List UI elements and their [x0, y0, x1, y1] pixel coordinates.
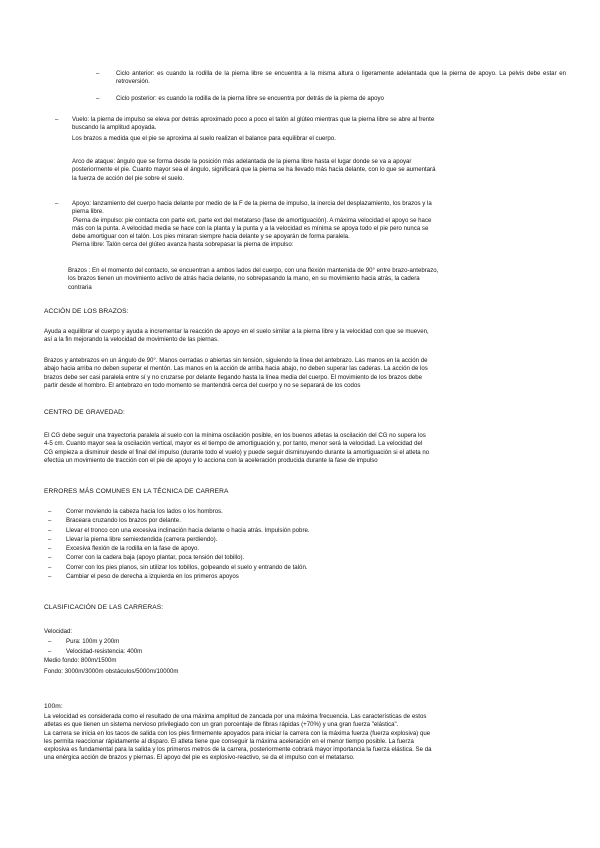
brazos-line: contraria — [68, 283, 92, 291]
list-item — [44, 573, 564, 582]
accion-line: partir desde el hombro. El antebrazo en todo momento se mantendrá cerca del cuerpo y no se separará de los codos — [44, 381, 361, 389]
cien-line: La carrera se inicia en los tacos de salida con los pies firmemente apoyados para iniciar la carrera con la máxima fuerza (fuerza explosiva) que — [44, 729, 431, 737]
cien-heading: 100m: — [44, 703, 63, 710]
list-item-text: Ciclo anterior: es cuando la rodilla de la pierna libre se encuentra a la misma altura o ligeramente adelantada que la pierna de apoyo. La pelvis debe estar en retroversión. — [116, 70, 566, 86]
list-item — [96, 95, 566, 104]
list-item-text: Velocidad-resistencia: 400m — [66, 648, 143, 656]
list-item-text: Llevar el tronco con una excesiva inclinación hacia delante o hacia atrás. Impulsión pobre. — [66, 526, 310, 534]
dash-bullet: – — [55, 200, 59, 207]
list-item — [44, 554, 564, 563]
list-item — [44, 648, 444, 657]
dash-bullet: – — [48, 638, 52, 646]
accion-paragraph-1 — [44, 328, 564, 345]
apoyo-line: más con la punta. A velocidad media se hace con la planta y la punta y a la velocidad es mínima se apoya todo el pie pero nunca se — [72, 224, 429, 232]
velocidad-label: Velocidad: — [44, 628, 73, 635]
centro-paragraph — [44, 432, 564, 465]
list-item-text: Correr con los pies planos, sin utilizar los tobillos, golpeando el suelo y entrando de talón. — [66, 563, 308, 571]
apoyo-line: Apoyo: lanzamiento del cuerpo hacia delante por medio de la F de la pierna de impulso, la inercia del desplazamiento, los brazos y la — [72, 200, 432, 207]
accion-line: Brazos y antebrazos en un ángulo de 90°. Manos cerradas o abiertas sin tensión, siguiendo la línea del antebrazo. Las manos en la acción de — [44, 357, 428, 364]
arco-section — [72, 158, 572, 183]
centro-heading: CENTRO DE GRAVEDAD: — [44, 409, 125, 416]
fondo-line: Fondo: 3000m/3000m obstáculos/5000m/10000m — [44, 667, 179, 675]
arco-line: posteriormente el pie. Cuanto mayor sea el ángulo, significará que la pierna se ha llevado más hacia delante, con lo que se aumentará — [72, 166, 436, 174]
list-item — [44, 564, 564, 573]
vuelo-line: buscando la amplitud apoyada. — [72, 124, 157, 132]
centro-line: El CG debe seguir una trayectoria paralela al suelo con la mínima oscilación posible, en los buenos atletas la oscilación del CG no supera los — [44, 432, 426, 439]
dash-bullet: – — [48, 508, 52, 515]
vuelo-line: Vuelo: la pierna de impulso se eleva por detrás aproximado poco a poco el talón al glúteo mientras que la pierna libre se abre al frente — [72, 116, 435, 123]
list-item-text: Braceara cruzando los brazos por delante. — [66, 517, 181, 525]
vuelo-line: Los brazos a medida que el pie se aproxima al suelo realizan el balance para equilibrar el cuerpo. — [72, 134, 336, 142]
list-item-text: Pura: 100m y 200m — [66, 638, 120, 646]
cien-line: una enérgica acción de brazos y piernas. El apoyo del pie es explosivo-reactivo, se da el impulso con el metatarso. — [44, 754, 355, 762]
cien-line: explosiva es fundamental para la salida y los primeros metros de la carrera, posteriormente cobrará mayor importancia la fuerza elástica. Se da — [44, 746, 432, 754]
accion-heading: ACCIÓN DE LOS BRAZOS: — [44, 308, 129, 315]
intro-cycle-list — [96, 70, 566, 104]
brazos-paragraph — [68, 267, 568, 292]
centro-line: CG empieza a disminuir desde el final del impulso (durante todo el vuelo) y puede seguir disminuyendo durante la amortiguación si el atleta no — [44, 448, 430, 456]
apoyo-line: debe amortiguar con el talón. Los pies miraran siempre hacia delante y se apoyarán de forma paralela. — [72, 233, 350, 241]
apoyo-line: Pierna libre: Talón cerca del glúteo avanza hasta sobrepasar la pierna de impulso: — [72, 241, 294, 249]
clasificacion-block — [44, 628, 444, 676]
dash-bullet: – — [48, 554, 52, 562]
arco-line: Arco de ataque: ángulo que se forma desde la posición más adelantada de la pierna libre hasta el lugar donde se va a apoyar — [72, 158, 412, 165]
dash-bullet: – — [48, 535, 52, 543]
list-item — [44, 536, 564, 545]
accion-paragraph-2 — [44, 357, 564, 390]
medio-fondo-line: Medio fondo: 800m/1500m — [44, 657, 117, 665]
cien-line: La velocidad es considerada como el resultado de una máxima amplitud de zancada por una máxima frecuencia. Las características de estos — [44, 713, 427, 720]
accion-line: brazos debe ser casi paralela entre sí y no cruzarse por delante llegando hasta la línea media del cuerpo. El movimiento de los brazos debe — [44, 373, 423, 381]
dash-bullet: – — [48, 545, 52, 553]
dash-bullet: – — [55, 116, 59, 123]
clasificacion-heading: CLASIFICACIÓN DE LAS CARRERAS: — [44, 604, 164, 611]
cien-line: les permita reaccionar rápidamente al disparo. El atleta tiene que conseguir la máxima aceleración en el menor tiempo posible. La fuerza — [44, 737, 414, 745]
list-item — [44, 545, 564, 554]
dash-bullet: – — [48, 517, 52, 525]
dash-bullet: – — [48, 573, 52, 581]
accion-line: así a la fin mejorando la velocidad de movimiento de las piernas. — [44, 336, 219, 344]
dash-bullet: – — [96, 95, 100, 102]
accion-line: Ayuda a equilibrar el cuerpo y ayuda a incrementar la reacción de apoyo en el suelo similar a la pierna libre y la velocidad con que se mueven, — [44, 328, 429, 335]
dash-bullet: – — [48, 526, 52, 534]
centro-line: efectúa un movimiento de tracción con el pie de apoyo y lo acciona con la aceleración producida durante la fase de impulso — [44, 456, 378, 464]
dash-bullet: – — [48, 648, 52, 656]
dash-bullet: – — [96, 70, 100, 77]
list-item — [44, 638, 444, 648]
cien-line: atletas es que tienen un sistema nervioso privilegiado con un gran porcentaje de fibras rápidas (+70%) y una gran fuerza "elástica". — [44, 721, 399, 729]
centro-line: 4-5 cm. Cuanto mayor sea la oscilación vertical, mayor es el tiempo de amortiguación y, por tanto, menor será la velocidad. La velocidad del — [44, 440, 423, 448]
apoyo-line: Pierna de impulso: pie contacta con parte ext, parte ext del metatarso (fase de amortiguación). A máxima velocidad el apoyo se hace — [73, 216, 432, 224]
cien-paragraph — [44, 713, 564, 763]
arco-line: la fuerza de acción del pie sobre el suelo. — [72, 174, 185, 182]
list-item — [44, 508, 564, 517]
accion-line: abajo hacia arriba no deben superar el mentón. Las manos en la acción de arriba hacia abajo, no deben superar las caderas. La acción de los — [44, 365, 428, 373]
brazos-line: los brazos tienen un movimiento activo de atrás hacia delante, no sobrepasando la mano, en su movimiento hacia atrás, la cadera — [68, 275, 420, 283]
list-item — [44, 527, 564, 536]
brazos-line: Brazos : En el momento del contacto, se encuentran a ambos lados del cuerpo, con una flexión mantenida de 90° entre brazo-antebrazo, — [68, 267, 439, 274]
list-item — [96, 70, 566, 95]
list-item-text: Excesiva flexión de la rodilla en la fase de apoyo. — [66, 545, 200, 553]
dash-bullet: – — [48, 563, 52, 571]
list-item — [44, 517, 564, 526]
apoyo-line: pierna libre. — [72, 208, 104, 216]
errores-list — [44, 508, 564, 582]
list-item-text: Correr moviendo la cabeza hacia los lados o los hombros. — [66, 508, 223, 515]
errores-heading: ERRORES MÁS COMUNES EN LA TÉCNICA DE CARRERA — [44, 488, 229, 495]
list-item-text: Cambiar el peso de derecha a izquierda en los primeros apoyos — [66, 573, 239, 581]
list-item-text: Ciclo posterior: es cuando la rodilla de la pierna libre se encuentra por detrás de la pierna de apoyo — [116, 95, 384, 102]
list-item-text: Correr con la cadera baja (apoyo plantar, poca tensión del tobillo). — [66, 554, 245, 562]
list-item-text: Llevar la pierna libre semiextendida (carrera perdiendo). — [66, 535, 218, 543]
